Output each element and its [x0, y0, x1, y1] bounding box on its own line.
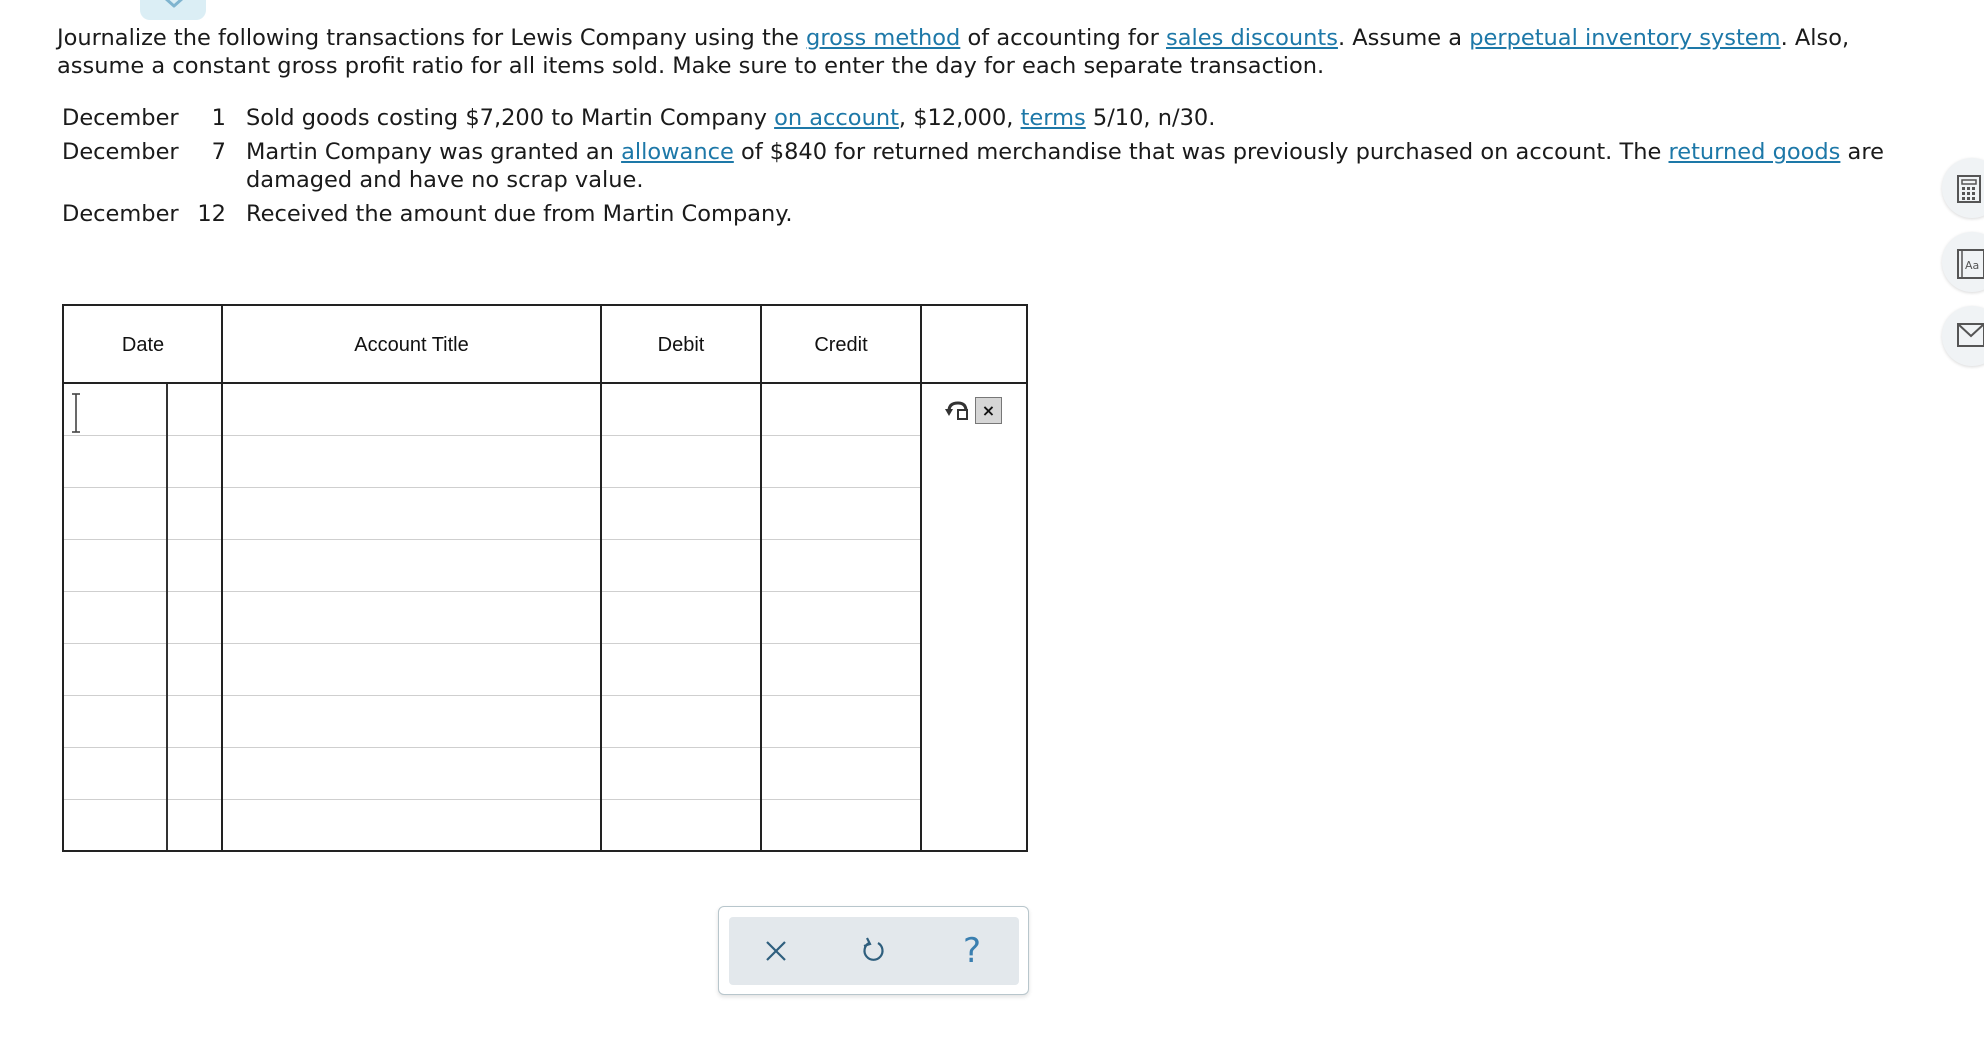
journal-row	[64, 592, 922, 644]
journal-row	[64, 436, 922, 488]
journal-body	[62, 384, 922, 852]
date-day-field[interactable]	[170, 544, 222, 588]
account-title-field[interactable]	[226, 700, 600, 744]
header-account-title: Account Title	[354, 333, 469, 356]
date-month-field[interactable]	[68, 440, 168, 484]
transaction-description: Received the amount due from Martin Company.	[246, 201, 793, 227]
link-returned-goods[interactable]: returned goods	[1668, 139, 1841, 165]
credit-field[interactable]	[765, 492, 921, 536]
chevron-down-icon	[163, 0, 185, 8]
description-text: of $840 for returned merchandise that was previously purchased on account. The	[733, 139, 1669, 165]
date-day-field[interactable]	[170, 596, 222, 640]
date-month-field[interactable]	[68, 596, 168, 640]
transaction-row	[56, 104, 1906, 138]
journal-row	[64, 748, 922, 800]
transaction-description	[246, 138, 1906, 200]
undo-icon[interactable]	[945, 398, 971, 422]
date-month-field[interactable]	[68, 700, 168, 744]
transaction-month: December	[62, 139, 179, 165]
account-title-field[interactable]	[226, 388, 600, 432]
credit-field[interactable]	[765, 388, 921, 432]
credit-field[interactable]	[765, 804, 921, 848]
journal-row	[64, 800, 922, 852]
debit-field[interactable]	[605, 388, 761, 432]
account-title-field[interactable]	[226, 440, 600, 484]
date-day-field[interactable]	[170, 388, 222, 432]
calculator-button[interactable]	[1942, 158, 1984, 218]
collapse-tab[interactable]	[140, 0, 206, 20]
mail-icon	[1957, 323, 1984, 347]
instructions-text: of accounting for	[960, 25, 1166, 51]
link-gross-method[interactable]: gross method	[806, 25, 961, 51]
account-title-field[interactable]	[226, 752, 600, 796]
journal-header-row	[62, 304, 1028, 384]
help-button[interactable]: ?	[962, 931, 982, 971]
transaction-description	[246, 104, 1906, 138]
account-title-field[interactable]	[226, 596, 600, 640]
journal-entry-table	[62, 304, 1029, 852]
header-debit: Debit	[657, 333, 705, 356]
account-title-field[interactable]	[226, 544, 600, 588]
credit-field[interactable]	[765, 752, 921, 796]
account-title-field[interactable]	[226, 492, 600, 536]
link-perpetual-inventory-system[interactable]: perpetual inventory system	[1469, 25, 1781, 51]
description-text: 5/10, n/30.	[1085, 105, 1216, 131]
debit-field[interactable]	[605, 648, 761, 692]
credit-field[interactable]	[765, 596, 921, 640]
description-text: , $12,000,	[898, 105, 1021, 131]
date-day-field[interactable]	[170, 804, 222, 848]
instructions-paragraph	[57, 24, 1897, 80]
toolbar-inner	[729, 917, 1019, 985]
debit-field[interactable]	[605, 492, 761, 536]
description-text: Sold goods costing $7,200 to Martin Company	[246, 105, 775, 131]
date-month-field[interactable]	[68, 492, 168, 536]
account-title-field[interactable]	[226, 648, 600, 692]
reset-icon	[861, 937, 887, 965]
date-month-field[interactable]	[68, 648, 168, 692]
transactions-list	[56, 104, 1906, 234]
date-day-field[interactable]	[170, 648, 222, 692]
transaction-day: 7	[211, 139, 226, 165]
date-month-field[interactable]	[68, 804, 168, 848]
credit-field[interactable]	[765, 544, 921, 588]
svg-text:Aa: Aa	[1965, 259, 1980, 272]
debit-field[interactable]	[605, 544, 761, 588]
debit-field[interactable]	[605, 752, 761, 796]
description-text: Martin Company was granted an	[246, 139, 622, 165]
link-on-account[interactable]: on account	[774, 105, 899, 131]
message-button[interactable]	[1942, 306, 1984, 366]
date-month-field[interactable]	[68, 752, 168, 796]
row-actions-column	[920, 384, 1028, 852]
journal-row	[64, 488, 922, 540]
transaction-day: 12	[197, 201, 226, 227]
debit-field[interactable]	[605, 440, 761, 484]
link-allowance[interactable]: allowance	[621, 139, 734, 165]
close-icon	[764, 939, 788, 963]
credit-field[interactable]	[765, 440, 921, 484]
reset-button[interactable]	[839, 917, 909, 985]
debit-field[interactable]	[605, 700, 761, 744]
instructions-text: . Assume a	[1337, 25, 1470, 51]
delete-icon[interactable]: ×	[975, 397, 1002, 424]
date-day-field[interactable]	[170, 752, 222, 796]
glossary-icon	[1957, 249, 1984, 279]
credit-field[interactable]	[765, 700, 921, 744]
transaction-month: December	[62, 105, 179, 131]
header-credit: Credit	[814, 333, 868, 356]
text-cursor-icon	[70, 392, 82, 434]
transaction-month: December	[62, 201, 179, 227]
date-month-field[interactable]	[68, 388, 168, 432]
transaction-day: 1	[211, 105, 226, 131]
date-day-field[interactable]	[170, 700, 222, 744]
date-day-field[interactable]	[170, 440, 222, 484]
journal-row	[64, 384, 922, 436]
header-date: Date	[121, 333, 165, 356]
account-title-field[interactable]	[226, 804, 600, 848]
instructions-text: Journalize the following transactions for Lewis Company using the	[57, 25, 807, 51]
journal-row	[64, 540, 922, 592]
instructions-text: . Also, assume a constant gross profit ratio for all items sold. Make sure to enter the day for each separate transaction.	[57, 25, 1850, 79]
answer-toolbar	[718, 906, 1029, 995]
journal-row	[64, 644, 922, 696]
credit-field[interactable]	[765, 648, 921, 692]
journal-row	[64, 696, 922, 748]
clear-button[interactable]	[741, 917, 811, 985]
transaction-row	[56, 138, 1906, 200]
date-month-field[interactable]	[68, 544, 168, 588]
description-text: are damaged and have no scrap value.	[246, 139, 1884, 193]
link-terms[interactable]: terms	[1020, 105, 1086, 131]
debit-field[interactable]	[605, 596, 761, 640]
debit-field[interactable]	[605, 804, 761, 848]
calculator-icon	[1957, 175, 1981, 203]
glossary-button[interactable]	[1942, 232, 1984, 292]
link-sales-discounts[interactable]: sales discounts	[1166, 25, 1338, 51]
date-day-field[interactable]	[170, 492, 222, 536]
transaction-row	[56, 200, 1906, 234]
